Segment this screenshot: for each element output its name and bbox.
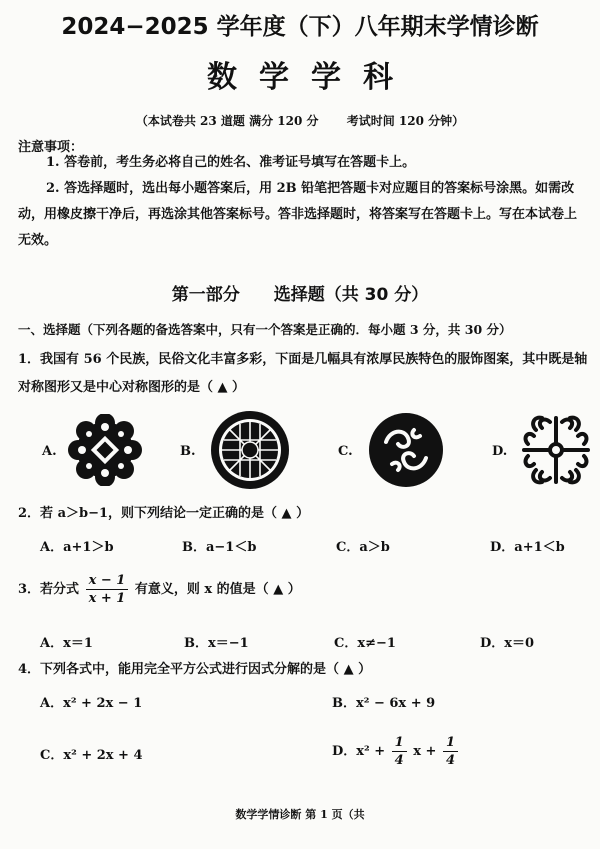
- notice-item-1: 1. 答卷前，考生务必将自己的姓名、准考证号填写在答题卡上。: [46, 155, 416, 170]
- section-instruction: 一、选择题（下列各题的备选答案中，只有一个答案是正确的．每小题 3 分，共 30 分）: [18, 322, 512, 337]
- q3-suffix: 有意义，则 x 的值是（ ▲ ）: [134, 582, 301, 597]
- q4-option-b: B．x² − 6x + 9: [332, 696, 436, 711]
- notice-title: 注意事项：: [18, 140, 84, 155]
- scroll-ornament-icon: [514, 410, 598, 490]
- exam-meta: [0, 112, 600, 129]
- exam-meta-right: 考试时间 120 分钟）: [346, 114, 465, 128]
- q2-option-a: A．a+1＞b: [40, 540, 114, 555]
- q1-option-d-label: D.: [492, 444, 508, 459]
- flower-pattern-icon: [66, 414, 144, 486]
- question-3-stem: [18, 572, 301, 607]
- q2-option-d: D．a+1＜b: [490, 540, 565, 555]
- q3-option-b: B．x＝−1: [184, 636, 249, 651]
- section-part: 第一部分: [171, 285, 240, 305]
- section-heading: [0, 280, 600, 305]
- q4-d-frac2-den: 4: [445, 753, 455, 768]
- question-2-stem: 2．若 a＞b−1，则下列结论一定正确的是（ ▲ ）: [18, 506, 310, 521]
- cloud-swirl-icon: [368, 412, 444, 488]
- q3-prefix: 3．若分式: [18, 582, 80, 597]
- q4-d-frac2-num: 1: [443, 734, 458, 752]
- q4-d-frac1-den: 4: [394, 753, 404, 768]
- exam-meta-left: （本试卷共 23 道题 满分 120 分: [135, 114, 319, 128]
- exam-title: 2024−2025 学年度（下）八年期末学情诊断: [61, 14, 539, 40]
- q4-option-d: [332, 734, 460, 769]
- question-1-stem: 1．我国有 56 个民族，民俗文化丰富多彩，下面是几幅具有浓厚民族特色的服饰图案，其中既是轴对称图形又是中心对称图形的是（ ▲ ）: [18, 352, 588, 395]
- q4-option-d-prefix: D．x² +: [332, 744, 386, 759]
- q4-option-a: A．x² + 2x − 1: [40, 696, 143, 711]
- q3-option-a: A．x＝1: [40, 636, 93, 651]
- question-4-stem: 4．下列各式中，能用完全平方公式进行因式分解的是（ ▲ ）: [18, 662, 372, 677]
- q4-option-d-fraction-2: [443, 734, 458, 769]
- q3-fraction: [86, 572, 129, 607]
- q3-option-d: D．x＝0: [480, 636, 535, 651]
- notice-item-2: 2. 答选择题时，选出每小题答案后，用 2B 铅笔把答题卡对应题目的答案标号涂黑。如需改动，用橡皮擦干净后，再选涂其他答案标号。答非选择题时，将答案写在答题卡上。写在本试卷上无效。: [18, 181, 578, 248]
- q4-d-frac1-num: 1: [392, 734, 407, 752]
- q1-option-c-label: C.: [338, 444, 353, 459]
- page-footer: 数学学情诊断 第 1 页（共: [235, 808, 365, 821]
- lattice-medallion-icon: [208, 410, 292, 490]
- q1-option-a-label: A.: [42, 444, 57, 459]
- q2-option-b: B．a−1＜b: [182, 540, 257, 555]
- q4-option-c: C．x² + 2x + 4: [40, 748, 143, 763]
- q3-fraction-numerator: x − 1: [86, 572, 129, 590]
- section-name: 选择题（共 30 分）: [273, 285, 429, 305]
- q1-option-b-label: B.: [180, 444, 196, 459]
- subject-title: 数学学科: [207, 60, 415, 95]
- q3-fraction-denominator: x + 1: [88, 591, 126, 606]
- q4-option-d-fraction-1: [392, 734, 407, 769]
- q4-option-d-mid: x +: [413, 744, 437, 759]
- q3-option-c: C．x≠−1: [334, 636, 396, 651]
- q2-option-c: C．a＞b: [336, 540, 390, 555]
